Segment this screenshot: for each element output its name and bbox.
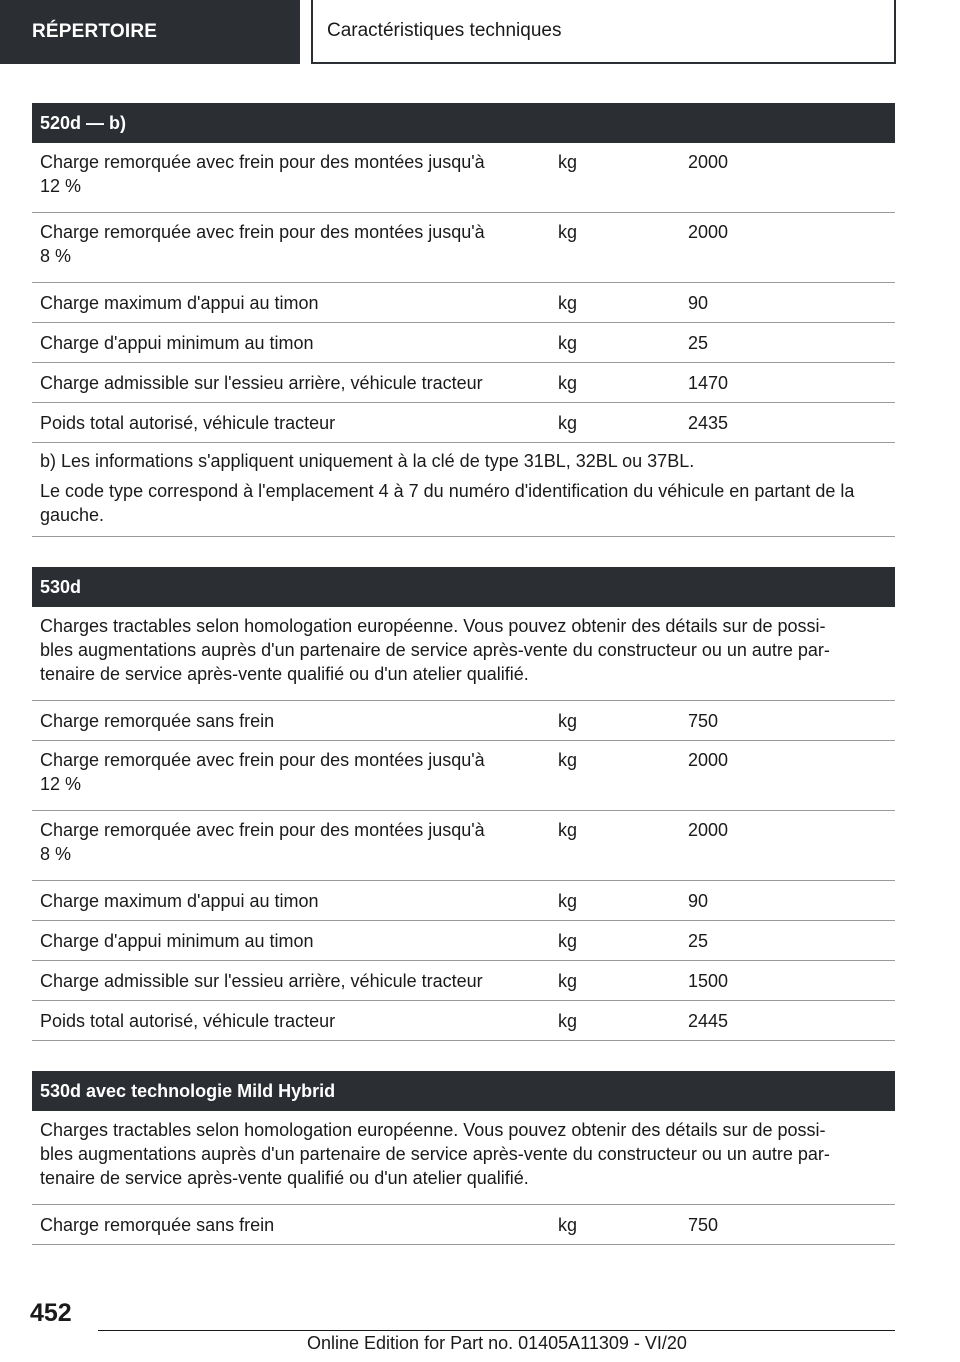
section-intro: Charges tractables selon homologation européenne. Vous pouvez obtenir des détails sur de possi- bles augmentations auprès d'un partenaire de service après-vente du constructeur ou un autre par- tenaire de service après-vente qualifié ou d'un atelier qualifié. — [32, 1111, 895, 1205]
row-label: Charge remorquée avec frein pour des montées jusqu'à 8 % — [40, 820, 485, 864]
row-unit: kg — [558, 971, 578, 991]
page-header — [0, 0, 960, 66]
row-label: Charge d'appui minimum au timon — [40, 333, 314, 353]
chapter-title: Caractéristiques techniques — [311, 0, 896, 64]
row-label: Charge remorquée sans frein — [40, 1215, 275, 1235]
row-value: 2435 — [688, 413, 729, 433]
row-label: Charge remorquée avec frein pour des montées jusqu'à 12 % — [40, 750, 485, 794]
row-label: Charge admissible sur l'essieu arrière, véhicule tracteur — [40, 971, 483, 991]
row-label: Poids total autorisé, véhicule tracteur — [40, 413, 336, 433]
row-value: 750 — [688, 711, 719, 731]
row-value: 25 — [688, 333, 709, 353]
row-unit: kg — [558, 293, 578, 313]
footer-divider — [98, 1330, 895, 1331]
table-row — [32, 143, 895, 213]
row-value: 2000 — [688, 152, 729, 172]
row-label: Charge admissible sur l'essieu arrière, véhicule tracteur — [40, 373, 483, 393]
row-unit: kg — [558, 820, 578, 840]
row-value: 750 — [688, 1215, 719, 1235]
row-label: Charge maximum d'appui au timon — [40, 891, 319, 911]
section-tab[interactable]: RÉPERTOIRE — [0, 0, 300, 64]
row-value: 90 — [688, 891, 709, 911]
table-row — [32, 323, 895, 363]
spec-content — [32, 103, 895, 1275]
row-unit: kg — [558, 1011, 578, 1031]
row-unit: kg — [558, 931, 578, 951]
table-row — [32, 811, 895, 881]
table-row — [32, 213, 895, 283]
section-title: 530d avec technologie Mild Hybrid — [32, 1071, 895, 1111]
table-row — [32, 701, 895, 741]
row-label: Poids total autorisé, véhicule tracteur — [40, 1011, 336, 1031]
table-row — [32, 881, 895, 921]
row-label: Charge remorquée avec frein pour des montées jusqu'à 8 % — [40, 222, 485, 266]
row-unit: kg — [558, 413, 578, 433]
row-unit: kg — [558, 152, 578, 172]
table-row — [32, 403, 895, 443]
row-unit: kg — [558, 373, 578, 393]
row-unit: kg — [558, 711, 578, 731]
table-row — [32, 1001, 895, 1041]
row-label: Charge remorquée sans frein — [40, 711, 275, 731]
page-number: 452 — [30, 1299, 72, 1327]
table-row — [32, 363, 895, 403]
row-value: 1470 — [688, 373, 729, 393]
section-footnotes — [32, 443, 895, 537]
spec-section-520d — [32, 103, 895, 537]
row-unit: kg — [558, 750, 578, 770]
row-label: Charge maximum d'appui au timon — [40, 293, 319, 313]
row-value: 2445 — [688, 1011, 729, 1031]
table-row — [32, 283, 895, 323]
row-value: 25 — [688, 931, 709, 951]
footnote-type-code: Le code type correspond à l'emplacement 4 à 7 du numéro d'identification du véhicule en partant de la gauche. — [40, 481, 855, 525]
section-title: 530d — [32, 567, 895, 607]
section-title: 520d — b) — [32, 103, 895, 143]
section-intro: Charges tractables selon homologation européenne. Vous pouvez obtenir des détails sur de possi- bles augmentations auprès d'un partenaire de service après-vente du constructeur ou un autre par- tenaire de service après-vente qualifié ou d'un atelier qualifié. — [32, 607, 895, 701]
table-row — [32, 741, 895, 811]
row-unit: kg — [558, 222, 578, 242]
row-unit: kg — [558, 333, 578, 353]
row-value: 2000 — [688, 820, 729, 840]
table-row — [32, 1205, 895, 1245]
row-unit: kg — [558, 891, 578, 911]
table-row — [32, 921, 895, 961]
row-label: Charge d'appui minimum au timon — [40, 931, 314, 951]
row-value: 1500 — [688, 971, 729, 991]
row-value: 2000 — [688, 222, 729, 242]
row-label: Charge remorquée avec frein pour des montées jusqu'à 12 % — [40, 152, 485, 196]
spec-section-530d-mild-hybrid — [32, 1071, 895, 1245]
table-row — [32, 961, 895, 1001]
edition-note: Online Edition for Part no. 01405A11309 - VI/20 — [307, 1333, 687, 1353]
row-unit: kg — [558, 1215, 578, 1235]
footnote-b: b) Les informations s'appliquent uniquement à la clé de type 31BL, 32BL ou 37BL. — [40, 451, 695, 471]
row-value: 90 — [688, 293, 709, 313]
row-value: 2000 — [688, 750, 729, 770]
spec-section-530d — [32, 567, 895, 1041]
